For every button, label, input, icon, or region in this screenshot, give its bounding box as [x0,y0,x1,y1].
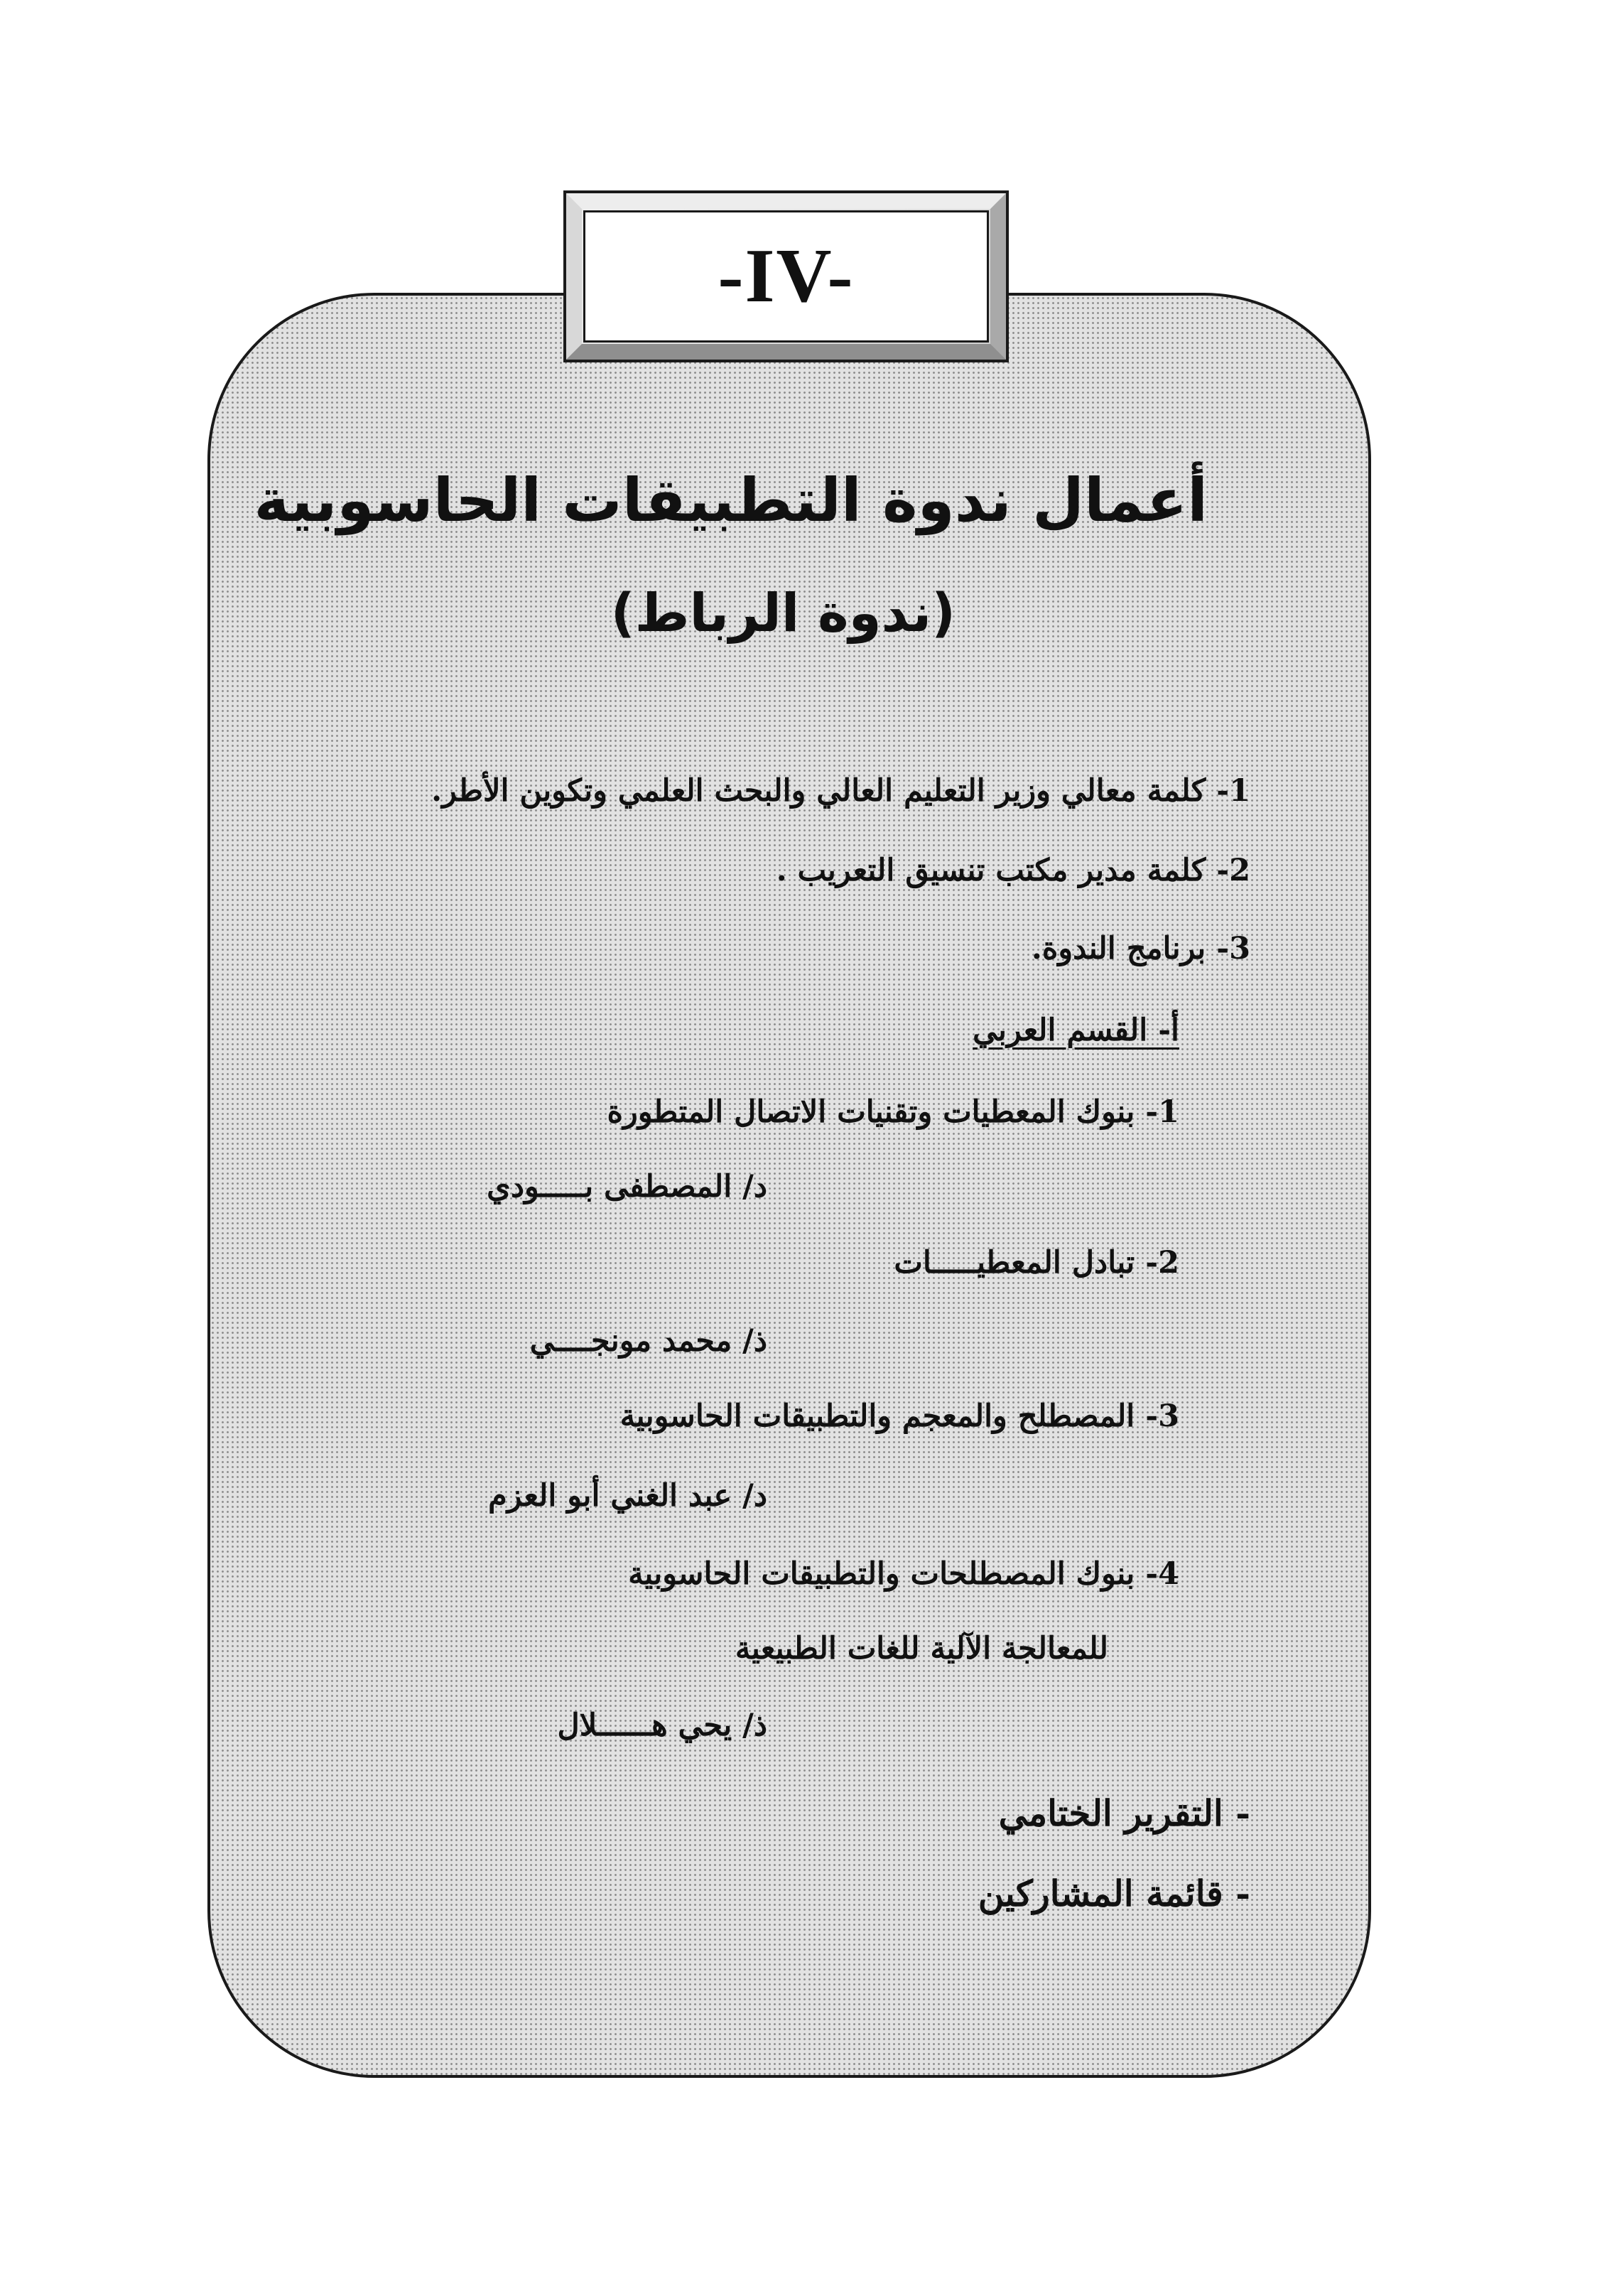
contents-item-2: 2- كلمة مدير مكتب تنسيق التعريب . [776,853,1250,888]
section-badge-inner [583,210,989,343]
page-subtitle: (ندوة الرباط) [610,583,956,644]
talk-2-title: 2- تبادل المعطيـــــات [894,1245,1179,1281]
section-badge-label: -IV- [718,234,855,318]
talk-3-title: 3- المصطلح والمعجم والتطبيقات الحاسوبية [619,1398,1179,1434]
contents-item-3: 3- برنامج الندوة. [1031,931,1250,966]
talk-1-author: د/ المصطفى بـــــودي [487,1169,767,1204]
section-a-heading: أ- القسم العربي [973,1013,1179,1048]
participants-list-item: - قائمة المشاركين [978,1872,1250,1914]
talk-3-author: د/ عبد الغني أبو العزم [488,1478,767,1514]
page-title: أعمال ندوة التطبيقات الحاسوبية [254,465,1208,535]
talk-4-title: 4- بنوك المصطلحات والتطبيقات الحاسوبية [628,1556,1179,1592]
contents-item-1: 1- كلمة معالي وزير التعليم العالي والبحث العلمي وتكوين الأطر. [431,773,1250,809]
section-badge [563,190,1009,362]
final-report-item: - التقرير الختامي [998,1792,1250,1834]
talk-4-author: ذ/ يحي هــــــلال [557,1708,767,1743]
talk-1-title: 1- بنوك المعطيات وتقنيات الاتصال المتطورة [607,1094,1179,1130]
talk-4-title-continued: للمعالجة الآلية للغات الطبيعية [735,1631,1108,1666]
talk-2-author: ذ/ محمد مونجــــي [529,1323,767,1359]
